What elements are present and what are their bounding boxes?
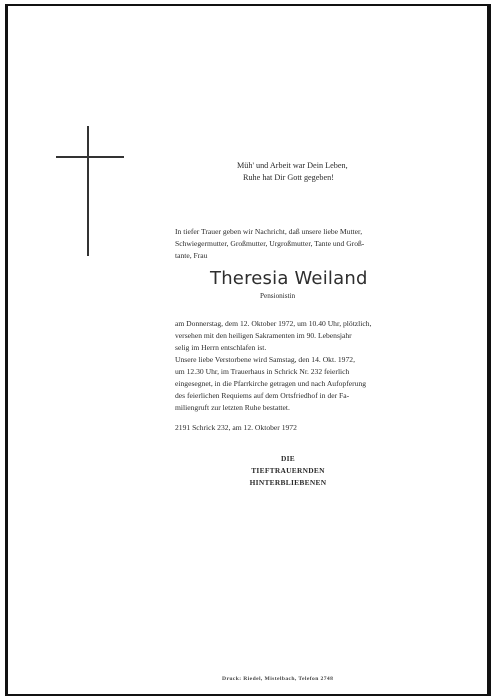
cross-vertical-bar (87, 126, 89, 256)
intro-line: Schwiegermutter, Großmutter, Urgroßmutter, Tante und Groß- (175, 239, 365, 248)
intro-line: In tiefer Trauer geben wir Nachricht, daß unsere liebe Mutter, (175, 227, 363, 236)
funeral-line: miliengruft zur letzten Ruhe bestattet. (175, 403, 290, 412)
motto (237, 160, 397, 184)
signature-line: DIE (280, 454, 296, 463)
cross-icon (56, 126, 124, 256)
motto-line: Ruhe hat Dir Gott gegeben! (243, 173, 334, 182)
place-date: 2191 Schrick 232, am 12. Oktober 1972 (175, 423, 297, 432)
funeral-line: des feierlichen Requiems auf dem Ortsfriedhof in der Fa- (175, 391, 350, 400)
death-line: am Donnerstag, dem 12. Oktober 1972, um 10.40 Uhr, plötzlich, (175, 319, 372, 328)
signature-line: HINTERBLIEBENEN (249, 478, 327, 487)
deceased-name: Theresia Weiland (210, 268, 368, 289)
funeral-paragraph (175, 354, 366, 414)
cross-horizontal-bar (56, 156, 124, 158)
deceased-title: Pensionistin (260, 292, 296, 300)
printer-imprint: Druck: Riedel, Mistelbach, Telefon 2748 (222, 676, 334, 682)
signature-block (233, 453, 343, 489)
intro-paragraph (175, 226, 365, 262)
intro-line: tante, Frau (175, 251, 208, 260)
funeral-line: eingesegnet, in die Pfarrkirche getragen und nach Aufopferung (175, 379, 367, 388)
motto-line: Müh' und Arbeit war Dein Leben, (237, 161, 348, 170)
funeral-line: um 12.30 Uhr, im Trauerhaus in Schrick Nr. 232 feierlich (175, 367, 350, 376)
death-line: versehen mit den heiligen Sakramenten im 90. Lebensjahr (175, 331, 352, 340)
death-line: selig im Herrn entschlafen ist. (175, 343, 267, 352)
signature-line: TIEFTRAUERNDEN (251, 466, 325, 475)
death-paragraph (175, 318, 371, 354)
funeral-line: Unsere liebe Verstorbene wird Samstag, den 14. Okt. 1972, (175, 355, 355, 364)
